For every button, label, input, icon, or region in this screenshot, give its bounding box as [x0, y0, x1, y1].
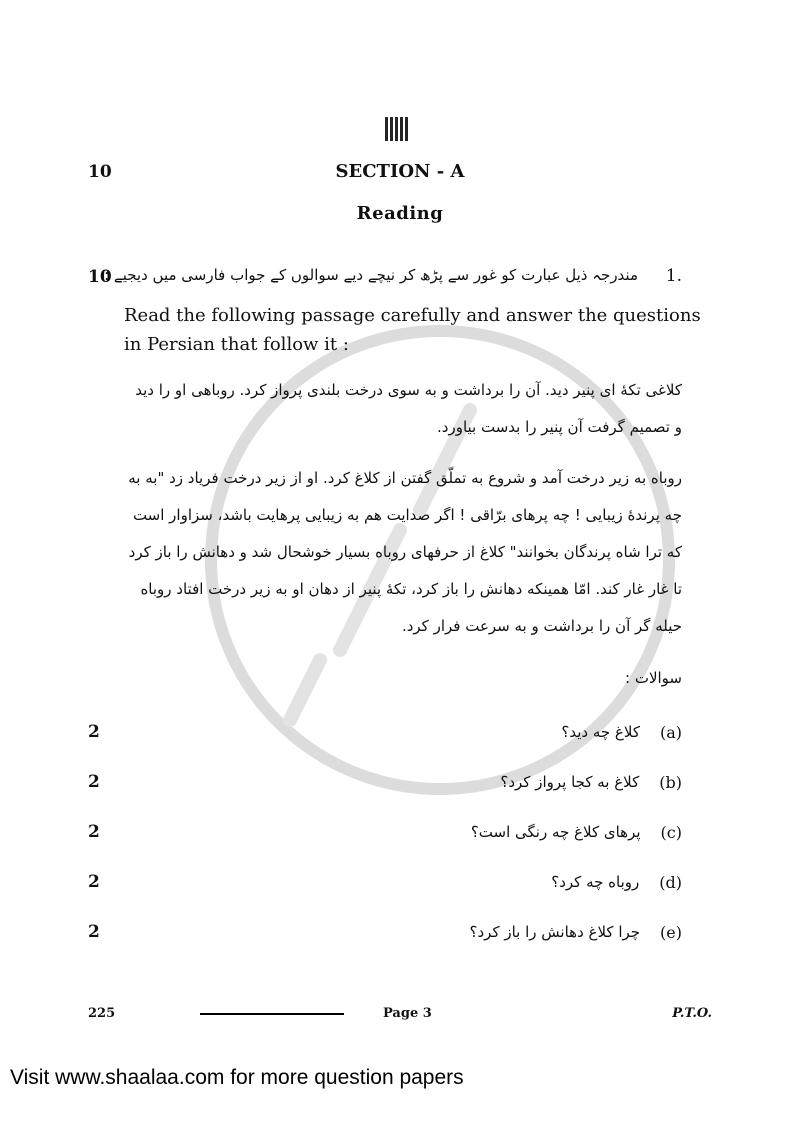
paper-code: 225 [88, 1006, 116, 1021]
question-marks: 2 [88, 722, 100, 742]
footer-divider [200, 1013, 344, 1015]
question-marks: 2 [88, 922, 100, 942]
question-row [88, 907, 682, 957]
question-text: کلاغ چه دید؟ [561, 723, 640, 741]
site-banner-link[interactable]: Visit www.shaalaa.com for more question papers [10, 1066, 464, 1089]
qr-code-icon [385, 117, 409, 141]
question-text: چرا کلاغ دهانش را باز کرد؟ [469, 923, 641, 941]
question-marks: 2 [88, 772, 100, 792]
question-row [88, 807, 682, 857]
question1-number: .1 [665, 266, 682, 286]
question-text: روباه چه کرد؟ [551, 873, 640, 891]
passage-line: کلاغی تکهٔ ای پنیر دید. آن را برداشت و به سوی درخت بلندی پرواز کرد. روباهی او را دید و [135, 381, 682, 436]
question1-body [88, 372, 682, 957]
passage-line: پرندهٔ زیبایی ! چه پرهای برّاقی ! اگر صدایت هم به زیبایی پرهایت باشد، سزاوار است که ترا شاه [132, 506, 682, 561]
question1-marks: 10 [88, 267, 112, 287]
question-marks: 2 [88, 872, 100, 892]
question-row [88, 857, 682, 907]
question1-instruction-urdu: مندرجہ ذیل عبارت کو غور سے پڑھ کر نیچے دیے سوالوں کے جواب فارسی میں دیجیے : [104, 266, 638, 284]
question-label: (c) [660, 822, 682, 842]
question-marks: 2 [88, 822, 100, 842]
passage-line: روباه به زیر درخت آمد و شروع به تملّق گفتن از کلاغ کرد. او از زیر درخت فریاد زد "به به چه [128, 469, 682, 524]
section-subtitle: Reading [356, 203, 444, 224]
passage-line: کرد. [401, 617, 429, 635]
questions-heading: سوالات : [625, 669, 682, 687]
pto-label: P.T.O. [672, 1006, 712, 1021]
page-number: Page 3 [383, 1006, 432, 1021]
question-row [88, 707, 682, 757]
question-text: کلاغ به کجا پرواز کرد؟ [500, 773, 640, 791]
passage-paragraph [124, 460, 682, 645]
passage-line: تصمیم گرفت آن پنیر را بدست بیاورد. [437, 418, 670, 436]
question1-instruction-en-2: in Persian that follow it : [124, 334, 349, 355]
section-marks: 10 [88, 162, 112, 182]
question-row [88, 757, 682, 807]
section-title: SECTION - A [335, 161, 465, 182]
question1-instruction-en-1: Read the following passage carefully and answer the questions [124, 305, 701, 326]
question-label: (d) [659, 872, 682, 892]
passage-paragraph [124, 372, 682, 446]
passage-line: پرندگان بخوانند" کلاغ از حرفهای روباه بسیار خوشحال شد و دهانش را باز کرد تا غار غار کند. امّا همینکه [128, 543, 682, 598]
question-text: پرهای کلاغ چه رنگی است؟ [470, 823, 641, 841]
question-label: (e) [660, 922, 682, 942]
question-label: (b) [659, 772, 682, 792]
question-label: (a) [659, 722, 682, 742]
passage-line: دهانش را باز کرد، تکهٔ پنیر از دهان او به زیر درخت افتاد روباه حیله گر آن را برداشت و به سرعت فرار [140, 580, 682, 635]
